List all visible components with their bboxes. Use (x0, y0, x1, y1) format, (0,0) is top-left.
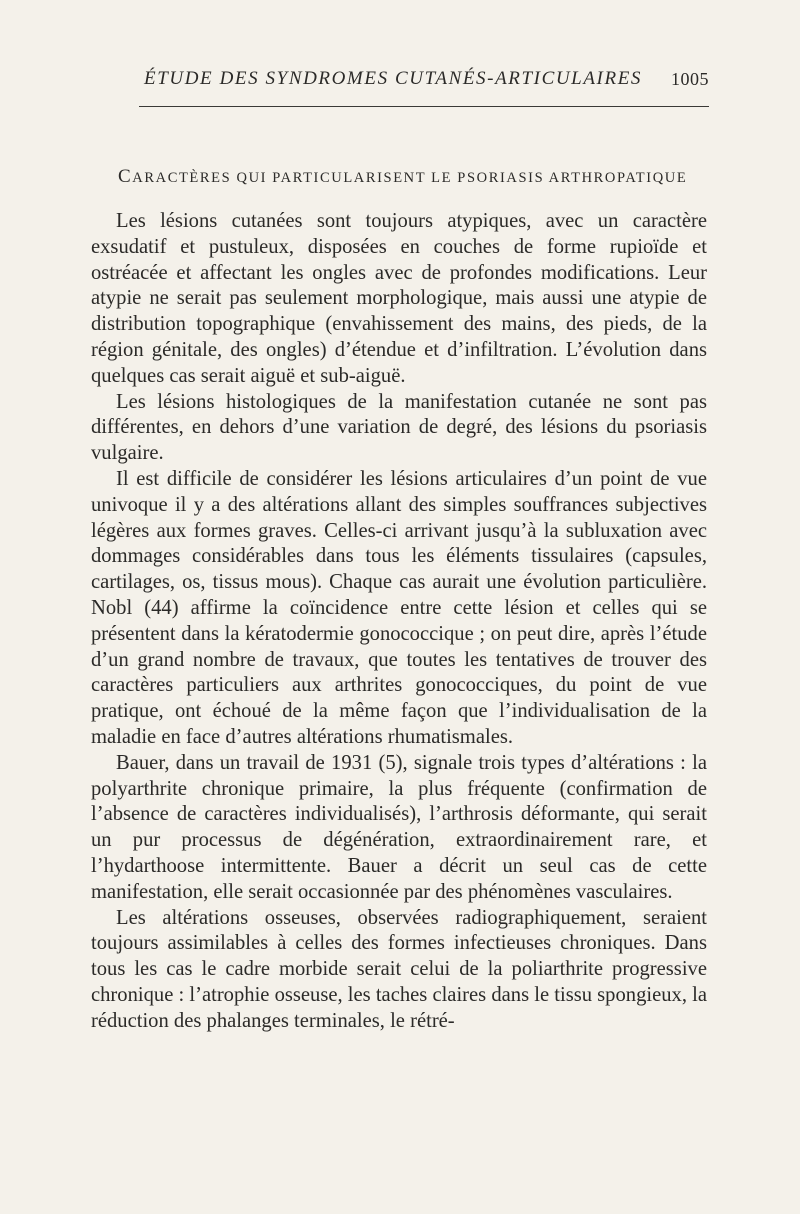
page-number: 1005 (671, 69, 709, 89)
paragraph-1: Les lésions cutanées sont toujours atypiques, avec un caractère exsudatif et pustuleux, disposées en couches de forme rupioïde et ostréacée et affectant les ongles avec de profondes modifications. Leur atypie ne serait pas seulement morphologique, mais aussi une atypie de distribution topographique (envahissement des mains, des pieds, de la région génitale, des ongles) d’étendue et d’infiltration. L’évolution dans quelques cas serait aiguë et sub-aiguë. (91, 210, 707, 387)
paragraph-2: Les lésions histologiques de la manifestation cutanée ne sont pas différentes, en dehors d’une variation de degré, des lésions du psoriasis vulgaire. (91, 390, 707, 465)
body-text (91, 209, 707, 1035)
paragraph-4: Bauer, dans un travail de 1931 (5), signale trois types d’altérations : la polyarthrite chronique primaire, la plus fréquente (confirmation de l’absence de caractères individualisés), l’arthrosis déformante, qui serait un pur processus de dégénération, extraordinairement rare, et l’hydarthoose intermittente. Bauer a décrit un seul cas de cette manifestation, elle serait occasionnée par des phénomènes vasculaires. (91, 751, 707, 903)
section-heading-initial: C (118, 166, 133, 187)
header-rule (139, 106, 709, 107)
section-heading-text: ARACTÈRES QUI PARTICULARISENT LE PSORIASIS ARTHROPATIQUE (132, 170, 688, 186)
running-header (144, 68, 709, 98)
paragraph-3: Il est difficile de considérer les lésions articulaires d’un point de vue univoque il y a des altérations allant des simples souffrances subjectives légères aux formes graves. Celles-ci arrivant jusqu’à la subluxation avec dommages considérables dans tous les éléments tissulaires (capsules, cartilages, os, tissus mous). Chaque cas aurait une évolution particulière. Nobl (44) affirme la coïncidence entre cette lésion et celles qui se présentent dans la kératodermie gonococcique ; on peut dire, après l’étude d’un grand nombre de travaux, que toutes les tentatives de trouver des caractères particuliers aux arthrites gonococciques, du point de vue pratique, ont échoué de la même façon que l’individualisation de la maladie en face d’autres altérations rhumatismales. (91, 467, 707, 748)
paragraph-5: Les altérations osseuses, observées radiographiquement, seraient toujours assimilables à celles des formes infectieuses chroniques. Dans tous les cas le cadre morbide serait celui de la poliarthrite progressive chronique : l’atrophie osseuse, les taches claires dans le tissu spongieux, la réduction des phalanges terminales, le rétré- (91, 906, 707, 1032)
running-title: ÉTUDE DES SYNDROMES CUTANÉS-ARTICULAIRES (144, 68, 642, 89)
section-heading (118, 166, 687, 188)
